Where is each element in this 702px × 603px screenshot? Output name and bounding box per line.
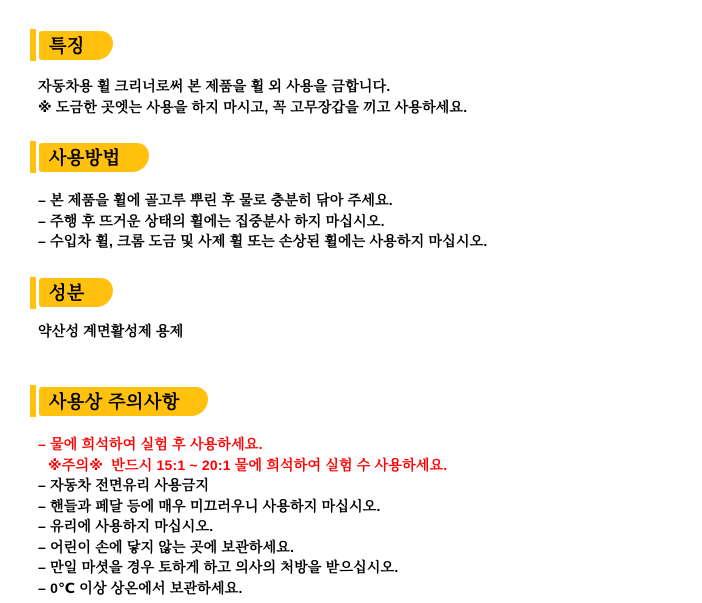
text-line: – 본 제품을 휠에 골고루 뿌린 후 물로 충분히 닦아 주세요. — [38, 192, 393, 208]
text-line: – 자동차 전면유리 사용금지 — [38, 477, 210, 493]
section-header — [30, 385, 682, 417]
section — [30, 385, 682, 598]
section — [30, 29, 682, 117]
section-body — [30, 190, 682, 252]
text-line: – 핸들과 페달 등에 매우 미끄러우니 사용하지 마십시오. — [38, 497, 381, 514]
text-line: – 0℃ 이상 상온에서 보관하세요. — [38, 579, 243, 596]
section-header-accent-bar — [30, 29, 36, 61]
section-header-accent-bar — [30, 277, 36, 309]
section-body — [30, 76, 682, 117]
section-title-tag: 특징 — [39, 31, 113, 60]
section-body — [30, 321, 682, 342]
sections-root — [30, 29, 682, 598]
section-body — [30, 434, 682, 598]
section-header — [30, 29, 682, 61]
text-line: ※주의※ 반드시 15:1 ~ 20:1 물에 희석하여 실험 수 사용하세요. — [48, 456, 448, 473]
text-line: ※ 도금한 곳엣는 사용을 하지 마시고, 꼭 고무장갑을 끼고 사용하세요. — [38, 98, 468, 115]
section-header — [30, 277, 682, 309]
section-header-accent-bar — [30, 141, 36, 173]
section-title-tag: 성분 — [39, 278, 113, 307]
section — [30, 141, 682, 252]
section-title-tag: 사용방법 — [39, 143, 149, 172]
text-line: – 유리에 사용하지 마십시오. — [38, 518, 214, 534]
text-line: – 물에 희석하여 실험 후 사용하세요. — [38, 436, 263, 452]
section — [30, 277, 682, 342]
section-header-accent-bar — [30, 385, 36, 417]
text-line: – 주행 후 뜨거운 상태의 휠에는 집중분사 하지 마십시오. — [38, 212, 385, 229]
text-line: 자동차용 휠 크리너로써 본 제품을 휠 외 사용을 금합니다. — [38, 78, 391, 94]
text-line: – 만일 마셧을 경우 토하게 하고 의사의 처방을 받으십시오. — [38, 559, 399, 575]
text-line: 약산성 계면활성제 용제 — [38, 322, 184, 339]
text-line: – 어린이 손에 닿지 않는 곳에 보관하세요. — [38, 538, 295, 555]
section-title-tag: 사용상 주의사항 — [39, 387, 208, 416]
section-header — [30, 141, 682, 173]
text-line: – 수입차 휠, 크롬 도금 및 사제 휠 또는 손상된 휠에는 사용하지 마십시오. — [38, 233, 488, 249]
